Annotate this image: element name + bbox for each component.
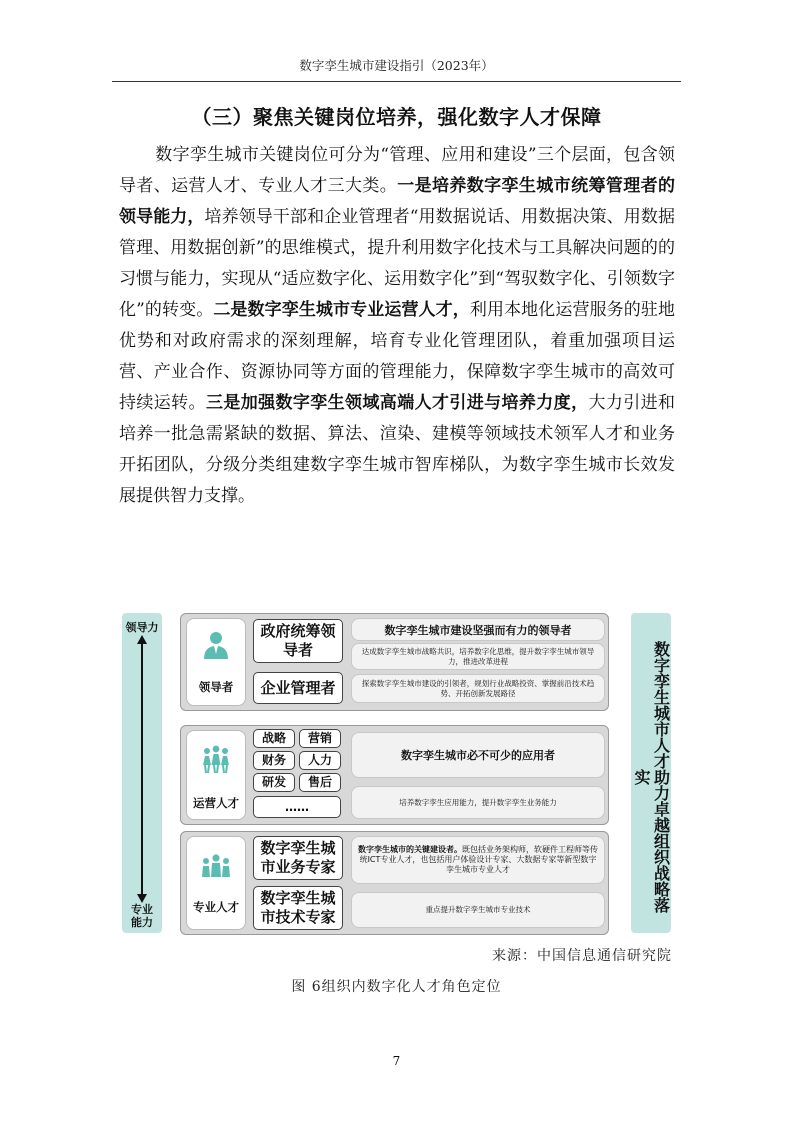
- para-seg-5: 利用本地化运营服务的驻地优势和对政府需求的深刻理解，培育专业化管理团队，着重加强项目运营、产业合作、资源协同等方面的管理能力，保障数字孪生城市的高效可持续运转。: [119, 300, 675, 413]
- left-axis-bar: [122, 613, 162, 933]
- tag-government-leader: 政府统筹领导者: [253, 619, 343, 663]
- pro-desc-1: [351, 892, 605, 928]
- page-number: 7: [392, 1054, 401, 1068]
- ops-desc-1-text: 培养数字孪生应用能力，提升数字孪生业务能力: [399, 797, 557, 807]
- axis-label-bottom-line2: 能力: [131, 916, 153, 929]
- axis-arrow-line: [141, 643, 143, 895]
- tier-leaders: [180, 613, 609, 711]
- leader-headline: [351, 618, 605, 641]
- right-banner: [631, 613, 671, 933]
- para-seg-3: 培养领导干部和企业管理者“用数据说话、用数据决策、用数据管理、用数据创新”的思维模式，提升利用数字化技术与工具解决问题的的习惯与能力，实现从“适应数字化、运用数字化”到“驾驭数字化、引领数字化”的转变。: [119, 207, 675, 320]
- role-name-professionals: 专业人才: [193, 900, 239, 914]
- para-seg-2: 一是培养数字孪生城市统筹管理者的领导能力，: [119, 176, 676, 227]
- leader-desc-2-text: 探索数字孪生城市建设的引领者，规划行业战略投资、掌握前沿技术趋势、开拓创新发展路径: [361, 678, 595, 698]
- tag-strategy: 战略: [253, 729, 295, 748]
- para-seg-4: 二是数字孪生城市专业运营人才，: [213, 300, 470, 320]
- tag-enterprise-manager: 企业管理者: [253, 672, 343, 704]
- talent-role-figure: [117, 611, 677, 937]
- tier-operations: [180, 725, 609, 825]
- figure-caption: 图 6组织内数字化人才角色定位: [291, 979, 502, 995]
- figure-source: 来源：中国信息通信研究院: [492, 948, 672, 964]
- role-name-operations: 运营人才: [193, 796, 239, 810]
- tag-rnd: 研发: [253, 773, 295, 792]
- leader-desc-2: [351, 674, 605, 703]
- leader-headline-text: 数字孪生城市建设坚强而有力的领导者: [384, 623, 572, 637]
- pro-desc-1-text: 重点提升数字孪生城市专业技术: [425, 905, 531, 914]
- right-banner-text-wrap: [631, 637, 671, 917]
- ops-headline-text: 数字孪生城市必不可少的应用者: [401, 749, 555, 762]
- header-rule: [112, 81, 681, 82]
- pro-headline: [351, 836, 605, 884]
- tag-ellipsis: ……: [253, 796, 341, 818]
- role-card-leaders: [186, 618, 246, 706]
- tag-marketing: 营销: [299, 729, 341, 748]
- tag-finance: 财务: [253, 751, 295, 770]
- axis-label-top: 领导力: [125, 621, 159, 634]
- ops-headline: [351, 732, 605, 778]
- para-seg-7: 大力引进和培养一批急需紧缺的数据、算法、渲染、建模等领域技术领军人才和业务开拓团队，分级分类组建数字孪生城市智库梯队，为数字孪生城市长效发展提供智力支撑。: [119, 393, 676, 506]
- tag-technical-expert: 数字孪生城市技术专家: [253, 886, 343, 930]
- section-title: （三）聚焦关键岗位培养，强化数字人才保障: [191, 105, 602, 129]
- para-seg-6: 三是加强数字孪生领域高端人才引进与培养力度，: [205, 393, 589, 413]
- pro-headline-rest: 既包括业务架构师，软硬件工程师等传统ICT专业人才，也包括用户体验设计专家、大数据专家等新型数字孪生城市专业人才: [359, 845, 598, 874]
- leader-desc-1-text: 达成数字孪生城市战略共识，培养数字化思维，提升数字孪生城市领导力，推进改革进程: [361, 646, 595, 666]
- leader-desc-1: [351, 643, 605, 670]
- running-header: 数字孪生城市建设指引（2023年）: [299, 58, 494, 73]
- arrow-down-icon: [137, 894, 147, 903]
- right-banner-text: 数字孪生城市人才助力卓越组织战略落实: [632, 641, 671, 913]
- experts-group-icon: [200, 851, 232, 883]
- pro-headline-wrap: [352, 845, 604, 875]
- leader-person-icon: [200, 629, 232, 661]
- role-card-professionals: [186, 836, 246, 930]
- tag-business-expert: 数字孪生城市业务专家: [253, 836, 343, 880]
- tag-hr: 人力: [299, 751, 341, 770]
- team-people-icon: [200, 743, 232, 775]
- ops-desc-1: [351, 786, 605, 819]
- para-seg-1: 数字孪生城市关键岗位可分为“管理、应用和建设”三个层面，包含领导者、运营人才、专业人才三大类。: [119, 145, 675, 196]
- axis-label-bottom-line1: 专业: [131, 903, 153, 916]
- body-paragraph: [119, 140, 675, 512]
- tag-after-sales: 售后: [299, 773, 341, 792]
- role-card-operations: [186, 730, 246, 820]
- axis-label-bottom: [122, 903, 162, 929]
- role-name-leaders: 领导者: [198, 680, 234, 694]
- pro-headline-bold: 数字孪生城市的关键建设者。: [358, 845, 462, 854]
- tier-professionals: [180, 831, 609, 935]
